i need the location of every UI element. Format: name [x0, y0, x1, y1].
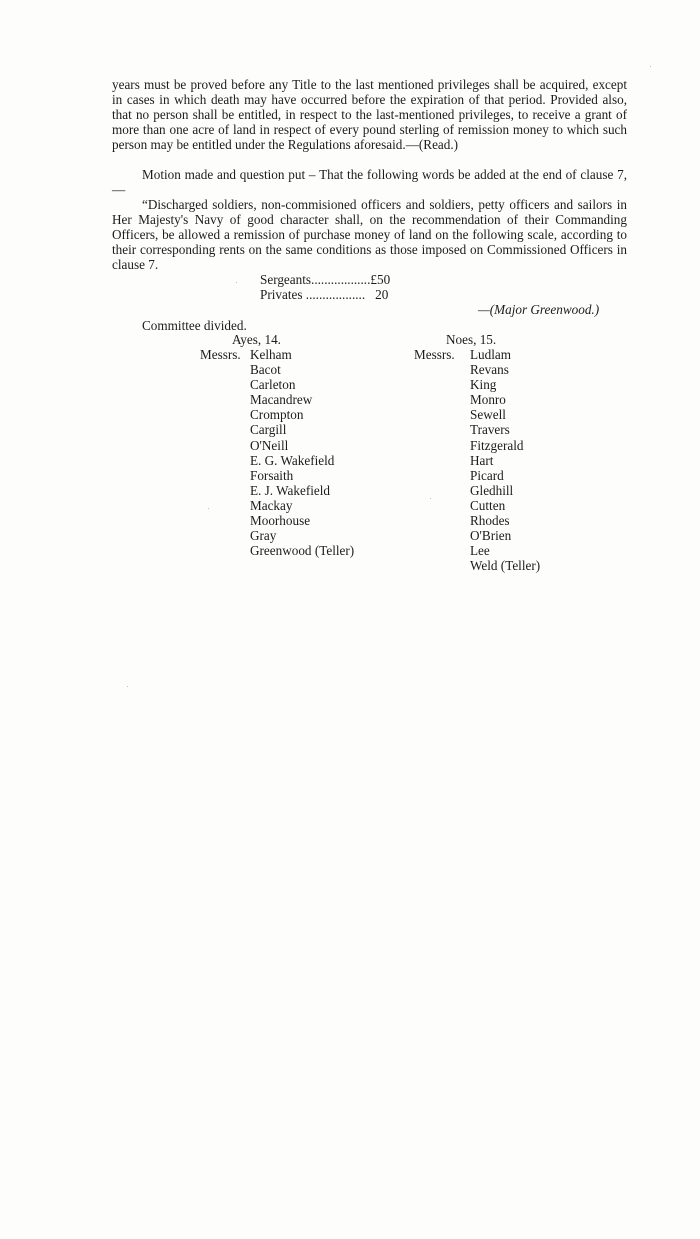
- aye-name: Gray: [250, 528, 277, 544]
- paper-speck: [236, 282, 237, 283]
- aye-name: Kelham: [250, 347, 292, 362]
- ayes-prefix: Messrs.: [200, 347, 241, 362]
- scale-label: Privates ..................: [260, 287, 366, 302]
- aye-name: Mackay: [250, 497, 293, 513]
- paper-speck: [208, 508, 209, 509]
- paper-speck: [430, 498, 431, 499]
- aye-name: E. G. Wakefield: [250, 452, 335, 468]
- noe-name: Gledhill: [470, 482, 514, 498]
- ayes-heading: Ayes, 14.: [232, 332, 281, 347]
- committee-divided: Committee divided.: [142, 318, 247, 333]
- scale-row-sergeants: [260, 272, 390, 287]
- noes-list: [470, 347, 540, 573]
- noe-name: Monro: [470, 392, 506, 408]
- ayes-list: [250, 347, 354, 558]
- aye-name: Moorhouse: [250, 513, 311, 529]
- aye-name: Forsaith: [250, 467, 294, 483]
- paper-speck: [650, 66, 651, 67]
- noe-name: Rhodes: [470, 513, 510, 529]
- aye-name: Greenwood (Teller): [250, 543, 355, 559]
- scale-value: £50: [370, 272, 391, 287]
- paragraph-amendment: “Discharged soldiers, non-commisioned officers and soldiers, petty officers and sailors in Her Majesty's Navy of good character shall, on the recommendation of their Commanding Officers, be allowed a remission of purchase money of land on the following scale, according to their corresponding rents on the same conditions as those imposed on Commissioned Officers in clause 7.: [112, 197, 627, 273]
- noe-name: Picard: [470, 467, 504, 483]
- aye-name: E. J. Wakefield: [250, 482, 330, 498]
- noe-name: Cutten: [470, 497, 506, 513]
- noes-heading: Noes, 15.: [446, 332, 497, 347]
- noe-name: Weld (Teller): [470, 558, 541, 574]
- mover-signature: —(Major Greenwood.): [478, 302, 600, 317]
- aye-name: Crompton: [250, 407, 304, 423]
- scale-value: 20: [375, 287, 389, 302]
- aye-name: O'Neill: [250, 437, 289, 453]
- scale-label: Sergeants..................: [260, 272, 371, 287]
- aye-name: Cargill: [250, 422, 287, 438]
- noe-name: Revans: [470, 362, 509, 378]
- noe-name: Travers: [470, 422, 510, 438]
- noe-name: Lee: [470, 543, 490, 559]
- noe-name: Sewell: [470, 407, 506, 423]
- paragraph-proviso: years must be proved before any Title to the last mentioned privileges shall be acquired, except in cases in which death may have occurred before the expiration of that period. Provided also, that no person shall be entitled, in respect to the last-mentioned privileges, to receive a grant of more than one acre of land in respect of every pound sterling of remission money to which such person may be entitled under the Regulations aforesaid.—(Read.): [112, 77, 627, 153]
- paragraph-motion: Motion made and question put – That the following words be added at the end of clause 7,—: [112, 167, 627, 198]
- noe-name: King: [470, 377, 497, 393]
- noe-name: Fitzgerald: [470, 437, 524, 453]
- paper-speck: [127, 686, 128, 687]
- aye-name: Macandrew: [250, 392, 313, 408]
- noe-name: Hart: [470, 452, 494, 468]
- aye-name: Bacot: [250, 362, 281, 378]
- aye-name: Carleton: [250, 377, 296, 393]
- noe-name: Ludlam: [470, 347, 512, 362]
- noe-name: O'Brien: [470, 528, 512, 544]
- scale-row-privates: [260, 287, 388, 302]
- noes-prefix: Messrs.: [414, 347, 455, 362]
